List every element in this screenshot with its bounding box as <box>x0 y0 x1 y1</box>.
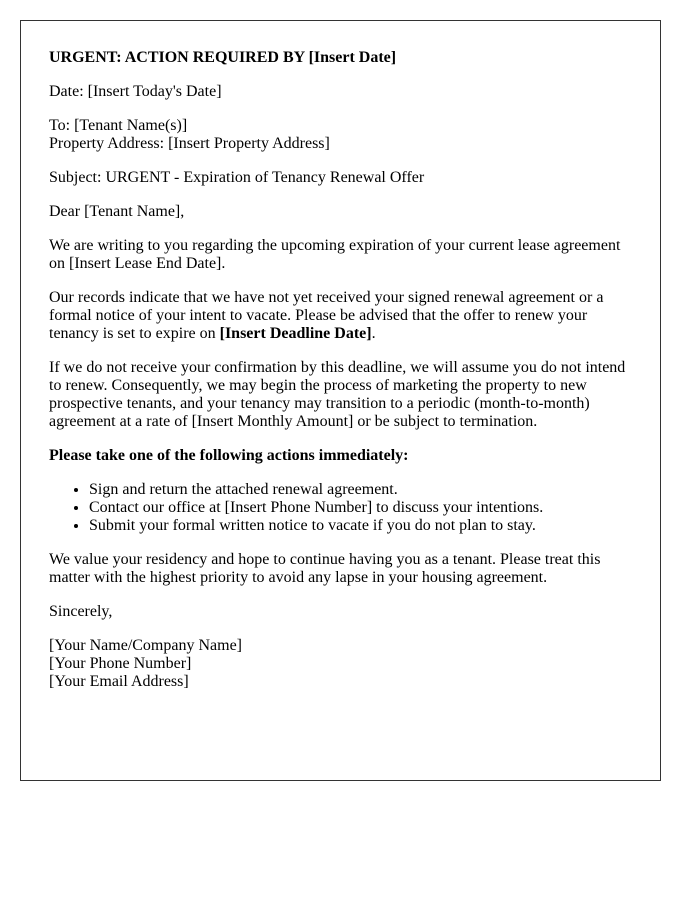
closing: Sincerely, <box>49 603 113 620</box>
paragraph-deadline-end: . <box>371 325 376 342</box>
subject-line: Subject: URGENT - Expiration of Tenancy Renewal Offer <box>49 169 425 186</box>
deadline-date: [Insert Deadline Date] <box>219 325 372 342</box>
date-line: Date: [Insert Today's Date] <box>49 83 222 100</box>
paragraph-lease-expiration: We are writing to you regarding the upcoming expiration of your current lease agreement on [Insert Lease End Date]. <box>49 237 621 272</box>
signature-email: [Your Email Address] <box>49 673 189 690</box>
letter <box>20 20 661 781</box>
paragraph-deadline <box>49 289 632 343</box>
salutation: Dear [Tenant Name], <box>49 203 185 220</box>
to-line: To: [Tenant Name(s)] <box>49 117 188 134</box>
list-item: • Contact our office at [Insert Phone Number] to discuss your intentions. <box>89 499 632 517</box>
paragraph-deadline-text: Our records indicate that we have not yet received your signed renewal agreement or a formal notice of your intent to vacate. Please be advised that the offer to renew your tenancy is set to expire on <box>49 289 604 342</box>
actions-list <box>49 481 632 535</box>
address-line: Property Address: [Insert Property Address] <box>49 135 330 152</box>
paragraph-consequences: If we do not receive your confirmation by this deadline, we will assume you do not intend to renew. Consequently, we may begin the process of marketing the property to new prospective tenants, and your tenancy may transition to a periodic (month-to-month) agreement at a rate of [Insert Monthly Amount] or be subject to termination. <box>49 359 626 430</box>
signature-block <box>49 637 632 691</box>
recipient-block <box>49 117 632 153</box>
paragraph-closing: We value your residency and hope to continue having you as a tenant. Please treat this matter with the highest priority to avoid any lapse in your housing agreement. <box>49 551 601 586</box>
signature-phone: [Your Phone Number] <box>49 655 192 672</box>
urgent-heading: URGENT: ACTION REQUIRED BY [Insert Date] <box>49 49 397 66</box>
actions-heading: Please take one of the following actions immediately: <box>49 447 409 464</box>
list-item: • Submit your formal written notice to vacate if you do not plan to stay. <box>89 517 632 535</box>
list-item: • Sign and return the attached renewal agreement. <box>89 481 632 499</box>
signature-name: [Your Name/Company Name] <box>49 637 243 654</box>
